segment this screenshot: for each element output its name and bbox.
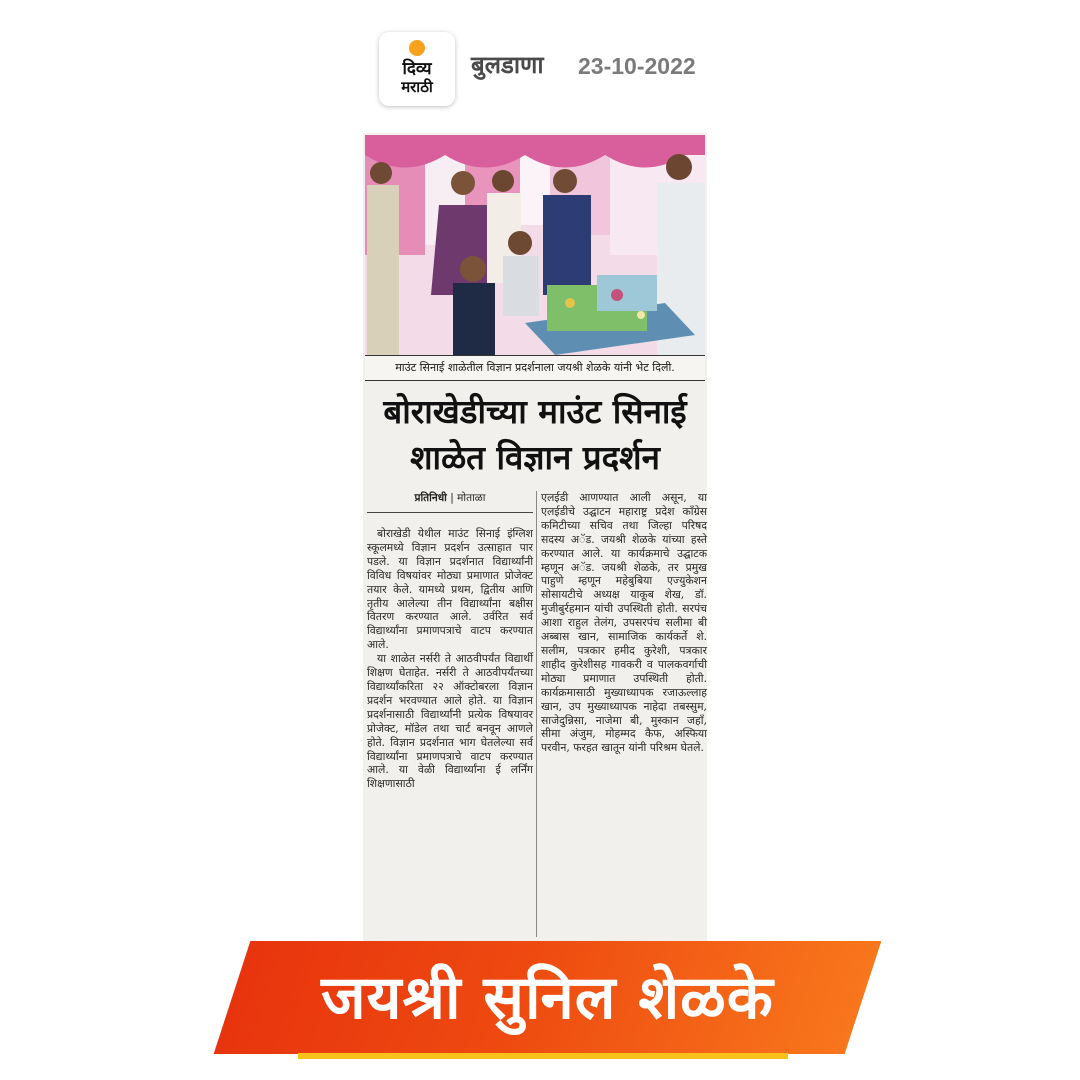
photo-caption: माउंट सिनाई शाळेतील विज्ञान प्रदर्शनाला जयश्री शेळके यांनी भेट दिली. [365, 355, 705, 381]
article-column-left [367, 527, 533, 791]
byline [367, 491, 533, 513]
name-banner-text: जयश्री सुनिल शेळके [321, 963, 774, 1033]
column-divider [536, 491, 537, 937]
byline-label: प्रतिनिधी [414, 492, 447, 504]
sun-icon [409, 40, 425, 56]
article-headline [363, 389, 707, 481]
article-column-right [541, 491, 707, 755]
article-paragraph: या शाळेत नर्सरी ते आठवीपर्यंत विद्यार्थी शिक्षण घेताहेत. नर्सरी ते आठवीपर्यंतच्या विद्यार्थ्यांकरिता २२ ऑक्टोबरला विज्ञान प्रदर्शन भरवण्यात आले होते. या विज्ञान प्रदर्शनासाठी विद्यार्थ्यांनी प्रत्येक विषयावर प्रोजेक्ट, मॉडेल तथा चार्ट बनवून आणले होते. विज्ञान प्रदर्शनात भाग घेतलेल्या सर्व विद्यार्थ्यांना प्रमाणपत्राचे वाटप करण्यात आले. या वेळी विद्यार्थ्यांना ई लर्निंग शिक्षणासाठी [367, 652, 533, 791]
banner-underline [298, 1053, 788, 1059]
edition-date: 23-10-2022 [578, 53, 696, 79]
event-photo [365, 135, 705, 355]
newspaper-logo [379, 32, 455, 106]
logo-line2: मराठी [401, 78, 433, 96]
logo-line1: दिव्य [402, 59, 432, 79]
headline-line2: शाळेत विज्ञान प्रदर्शन [410, 438, 660, 477]
article-paragraph: एलईडी आणण्यात आली असून, या एलईडीचे उद्घाटन महाराष्ट्र प्रदेश काँग्रेस कमिटीच्या सचिव तथा जिल्हा परिषद सदस्य अॅड. जयश्री शेळके यांच्या हस्ते करण्यात आले. या कार्यक्रमाचे उद्घाटक म्हणून अॅड. जयश्री शेळके, तर प्रमुख पाहुणे म्हणून महेबुबिया एज्युकेशन सोसायटीचे अध्यक्ष याकूब शेख, डॉ. मुजीबुर्रहमान यांची उपस्थिती होती. सरपंच आशा राहुल तेलंग, उपसरपंच सलीमा बी अब्बास खान, सामाजिक कार्यकर्ते शे. सलीम, पत्रकार हमीद कुरेशी, पत्रकार शाहीद कुरेशीसह गावकरी व पालकवर्गाची मोठ्या प्रमाणात उपस्थिती होती. कार्यक्रमासाठी मुख्याध्यापक रजाऊल्लाह खान, उप मुख्याध्यापक नाहेदा तबस्सुम, साजेदुन्निसा, नाजेमा बी, मुस्कान जहाँ, सीमा अंजुम, मोहम्मद कैफ, अस्फिया परवीन, फरहत खातून यांनी परिश्रम घेतले. [541, 491, 707, 755]
byline-place: मोताळा [457, 492, 486, 504]
article-paragraph: बोराखेडी येथील माउंट सिनाई इंग्लिश स्कूलमध्ये विज्ञान प्रदर्शन उत्साहात पार पडले. या विज्ञान प्रदर्शनात विद्यार्थ्यांनी विविध विषयांवर मोठ्या प्रमाणात प्रोजेक्ट तयार केले. यामध्ये प्रथम, द्वितीय आणि तृतीय आलेल्या तीन विद्यार्थ्यांना बक्षीस वितरण करण्यात आले. उर्वरित सर्व विद्यार्थ्यांना प्रमाणपत्राचे वाटप करण्यात आले. [367, 527, 533, 652]
headline-line1: बोराखेडीच्या माउंट सिनाई [383, 392, 687, 431]
edition-name: बुलडाणा [471, 51, 544, 79]
byline-separator: | [450, 492, 458, 504]
newspaper-clipping [363, 133, 707, 941]
